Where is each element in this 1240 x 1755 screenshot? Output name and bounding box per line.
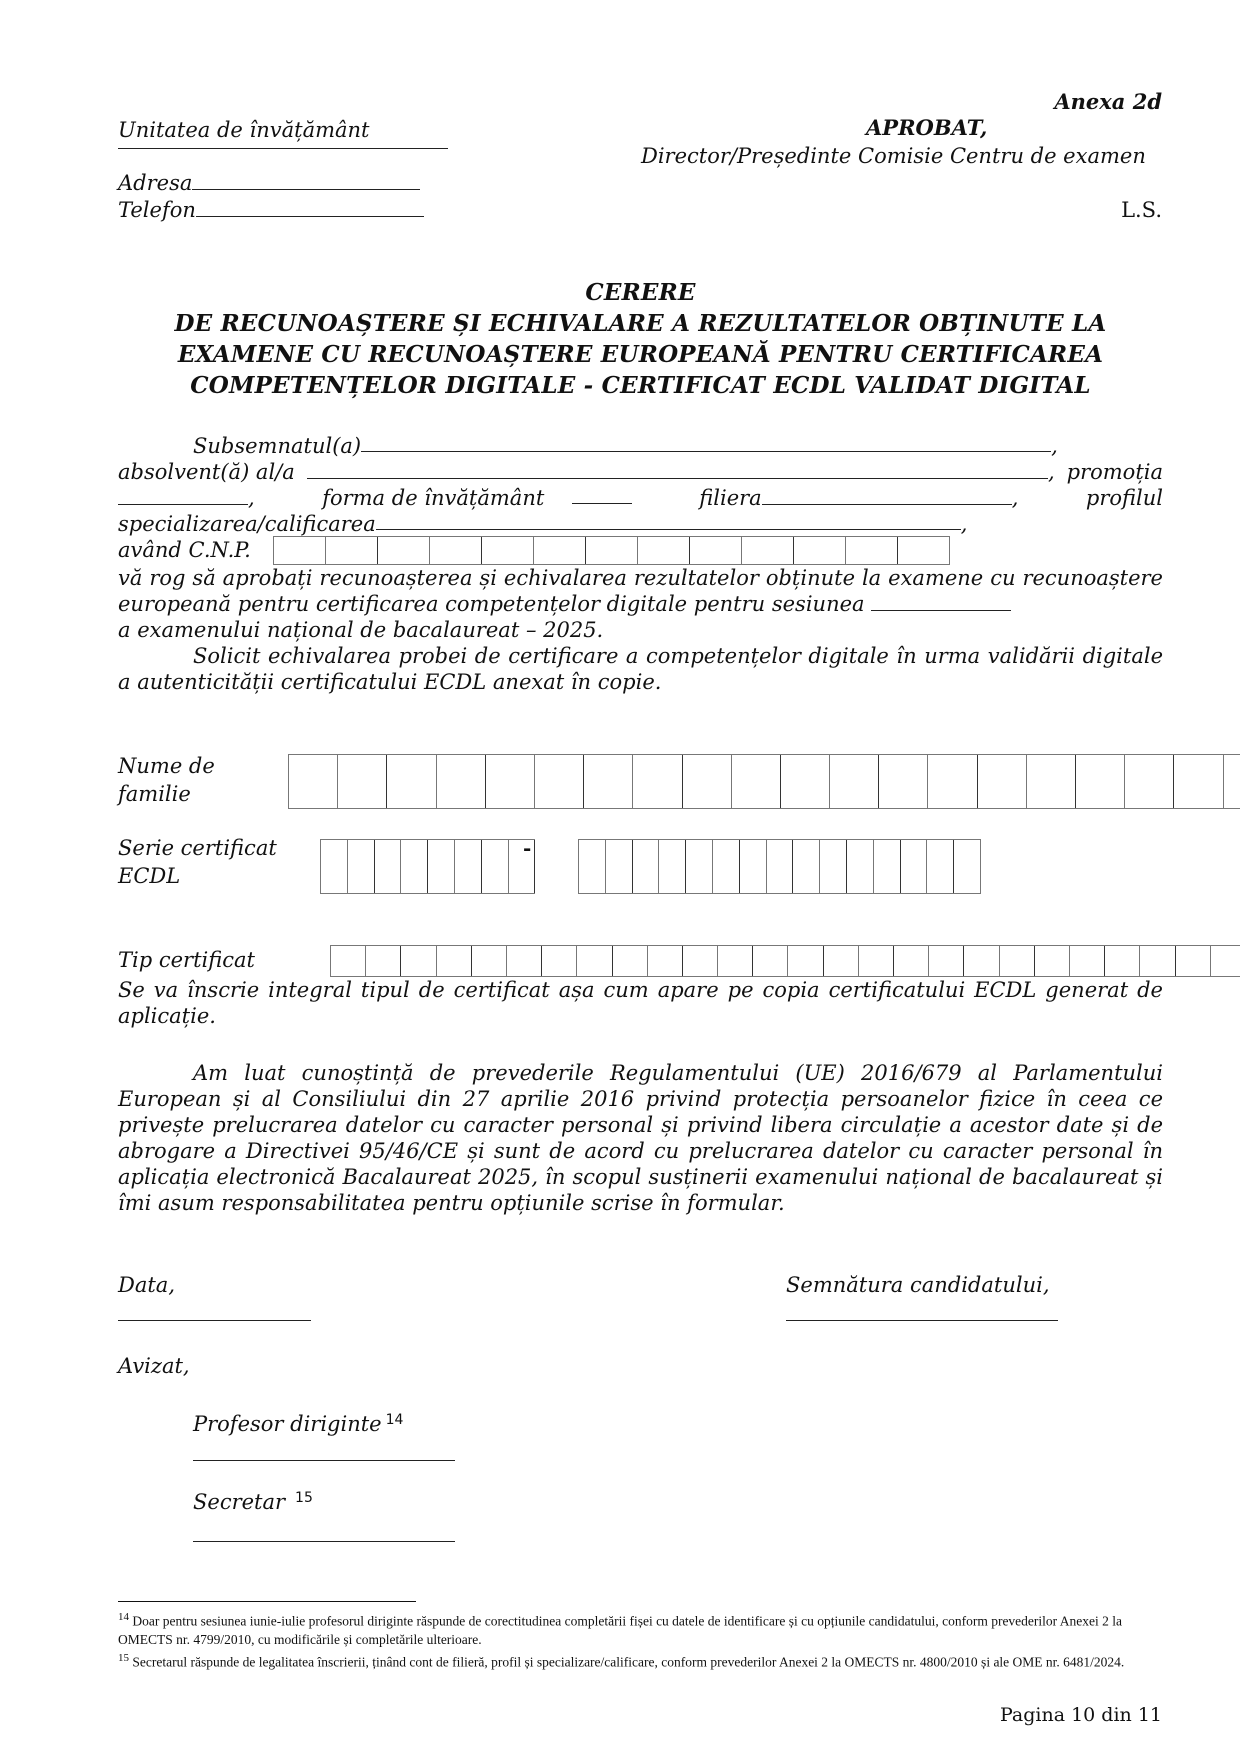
char-box[interactable] [740,840,767,893]
school-unit-field[interactable] [118,148,448,149]
footnote-number: 15 [118,1651,129,1664]
footnote-text: Doar pentru sesiunea iunie-iulie profesorul diriginte răspunde de corectitudinea completării fișei cu datele de identificare și cu opțiunile candidatului, conform prevederilor Anexei 2 la OMECTS nr. 4799/2010, cu modificările și completările ulterioare. [118,1613,1123,1647]
char-box[interactable] [455,840,482,893]
char-box[interactable] [482,537,534,564]
char-box[interactable] [901,840,928,893]
cert-type-input-boxes[interactable] [330,945,1240,977]
char-box[interactable] [683,946,718,976]
char-box[interactable] [1027,755,1076,808]
specialization-label: specializarea/calificarea [118,512,376,536]
graduate-row: absolvent(ă) al/a , promoția [118,460,1163,484]
char-box[interactable] [486,755,535,808]
char-box[interactable] [577,946,612,976]
char-box[interactable] [978,755,1027,808]
char-box[interactable] [767,840,794,893]
footnote-14 [118,1608,1163,1649]
char-box[interactable] [927,840,954,893]
education-form-label: forma de învățământ [322,486,545,510]
char-box[interactable] [859,946,894,976]
serial-part2-input-boxes[interactable] [578,839,981,894]
char-box[interactable] [401,946,436,976]
char-box[interactable] [387,755,436,808]
approved-label: APROBAT, [866,115,988,140]
char-box[interactable] [428,840,455,893]
char-box[interactable] [542,946,577,976]
char-box[interactable] [830,755,879,808]
promotion-label: promoția [1066,460,1163,484]
char-box[interactable] [535,755,584,808]
last-name-input-boxes[interactable] [288,754,1240,809]
footnote-number: 14 [118,1611,129,1623]
char-box[interactable] [794,537,846,564]
char-box[interactable] [613,946,648,976]
char-box[interactable] [964,946,999,976]
char-box[interactable] [348,840,375,893]
serial-separator: - [523,836,532,860]
char-box[interactable] [898,537,950,564]
education-form-field[interactable] [572,485,632,504]
profile-label: profilul [1085,486,1163,510]
char-box[interactable] [1076,755,1125,808]
footnote-ref-14[interactable]: 14 [385,1412,404,1428]
char-box[interactable] [437,755,486,808]
consent-text: Am luat cunoștință de prevederile Regulamentului (UE) 2016/679 al Parlamentului European și al Consiliului din 27 aprilie 2016 privind protecția persoanelor fizice în ceea ce privește prelucrarea datelor cu caracter personal și privind libera circulație a acestor date și de abrogare a Directivei 95/46/CE și sunt de acord cu prelucrarea datelor cu caracter personal în aplicația electronică Bacalaureat 2025, în scopul susținerii examenului național de bacalaureat și îmi asum responsabilitatea pentru opțiunile scrise în formular. [118,1061,1163,1215]
char-box[interactable] [1000,946,1035,976]
char-box[interactable] [482,840,509,893]
undersigned-label: Subsemnatul(a) [193,434,362,458]
char-box[interactable] [606,840,633,893]
char-box[interactable] [338,755,387,808]
serial-label-line-1: Serie certificat [118,836,277,860]
candidate-signature-label: Semnătura candidatului, [786,1273,1050,1297]
cnp-label: având C.N.P. [118,538,251,562]
graduate-label: absolvent(ă) al/a [118,460,295,484]
secretary-label: Secretar [193,1490,286,1514]
char-box[interactable] [648,946,683,976]
field-label: filiera [699,486,762,510]
char-box[interactable] [331,946,366,976]
char-box[interactable] [430,537,482,564]
char-box[interactable] [1070,946,1105,976]
char-box[interactable] [507,946,542,976]
phone-row [118,197,424,224]
undersigned-field[interactable] [361,433,1051,452]
char-box[interactable] [793,840,820,893]
char-box[interactable] [584,755,633,808]
char-box[interactable] [378,537,430,564]
char-box[interactable] [894,946,929,976]
document-subtitle-line-1: DE RECUNOAȘTERE ȘI ECHIVALARE A REZULTATELOR OBȚINUTE LA [174,310,1107,337]
education-form-label-wrap [322,485,544,511]
address-row [118,170,420,197]
seal-label: L.S. [1121,198,1162,222]
char-box[interactable] [929,946,964,976]
education-row: , forma de învățământ filiera , profilul [118,485,1163,511]
footnote-separator [118,1601,416,1602]
char-box[interactable] [879,755,928,808]
last-name-label-line-1: Nume de [118,754,215,778]
char-box[interactable] [401,840,428,893]
serial-label-line-2: ECDL [118,864,181,888]
char-box[interactable] [1125,755,1174,808]
phone-field[interactable] [196,198,424,217]
char-box[interactable] [534,537,586,564]
char-box[interactable] [824,946,859,976]
footnote-15 [118,1649,1163,1672]
char-box[interactable] [633,840,660,893]
request-text: vă rog să aprobați recunoașterea și echivalarea rezultatelor obținute la examene cu recunoaștere europeană pentru certificarea competențelor digitale pentru sesiunea [118,566,1163,616]
specialization-row: specializarea/calificarea , [118,512,968,536]
char-box[interactable] [289,755,338,808]
char-box[interactable] [321,840,348,893]
session-field[interactable] [871,592,1011,611]
secretary-row [193,1485,313,1516]
promotion-field[interactable] [118,486,248,505]
char-box[interactable] [1174,755,1223,808]
char-box[interactable] [586,537,638,564]
char-box[interactable] [847,840,874,893]
field-field[interactable] [762,486,1012,505]
undersigned-row: Subsemnatul(a) , [193,434,1058,458]
request-text-continued: a examenului național de bacalaureat – 2025. [118,618,604,642]
cert-type-note: Se va înscrie integral tipul de certificat așa cum apare pe copia certificatului ECDL generat de aplicație. [118,978,1163,1028]
field-label-wrap: filiera , [699,486,1019,510]
char-box[interactable] [375,840,402,893]
equivalence-request-text: Solicit echivalarea probei de certificare a competențelor digitale în urma validării digitale a autenticității certificatului ECDL anexat în copie. [118,644,1163,694]
char-box[interactable] [1211,946,1240,976]
homeroom-teacher-signature-field[interactable] [193,1460,455,1461]
char-box[interactable] [633,755,682,808]
char-box[interactable] [326,537,378,564]
cnp-input-boxes[interactable] [273,536,950,565]
consent-paragraph [118,1060,1163,1216]
document-subtitle-line-2: EXAMENE CU RECUNOAȘTERE EUROPEANĂ PENTRU CERTIFICAREA [177,341,1104,368]
char-box[interactable] [1224,755,1240,808]
serial-part1-input-boxes[interactable] [320,839,535,894]
char-box[interactable] [781,755,830,808]
char-box[interactable] [437,946,472,976]
char-box[interactable] [659,840,686,893]
school-unit-label: Unitatea de învățământ [118,118,370,142]
address-field[interactable] [192,171,420,190]
cert-type-label: Tip certificat [118,948,255,972]
footnote-text: Secretarul răspunde de legalitatea înscrierii, ținând cont de filieră, profil și specializare/calificare, conform prevederilor Anexei 2 la OMECTS nr. 4800/2010 și ale OME nr. 6481/2024. [132,1654,1125,1669]
char-box[interactable] [690,537,742,564]
char-box[interactable] [638,537,690,564]
serial-label [118,834,277,890]
char-box[interactable] [1176,946,1211,976]
char-box[interactable] [928,755,977,808]
char-box[interactable] [274,537,326,564]
endorsed-label: Avizat, [118,1354,190,1378]
last-name-label-line-2: familie [118,782,191,806]
char-box[interactable] [954,840,981,893]
char-box[interactable] [820,840,847,893]
address-label: Adresa [118,171,193,195]
annex-label: Anexa 2d [1054,89,1162,114]
char-box[interactable] [472,946,507,976]
document-subtitle-line-3: COMPETENȚELOR DIGITALE - CERTIFICAT ECDL VALIDAT DIGITAL [190,372,1091,399]
char-box[interactable] [1035,946,1070,976]
secretary-signature-field[interactable] [193,1541,455,1542]
last-name-label [118,752,215,808]
char-box[interactable] [718,946,753,976]
char-box[interactable] [874,840,901,893]
char-box[interactable] [509,840,536,893]
char-box[interactable] [683,755,732,808]
specialization-field[interactable] [376,511,961,530]
date-label: Data, [118,1273,175,1297]
page-number: Pagina 10 din 11 [999,1704,1162,1726]
date-field[interactable] [118,1320,311,1321]
homeroom-teacher-label: Profesor diriginte [193,1412,382,1436]
char-box[interactable] [846,537,898,564]
char-box[interactable] [579,840,606,893]
candidate-signature-field[interactable] [786,1320,1058,1321]
request-paragraph [118,565,1163,695]
char-box[interactable] [1105,946,1140,976]
homeroom-teacher-row [193,1407,403,1438]
graduate-field[interactable] [307,460,1048,479]
document-title: CERERE [585,279,696,306]
char-box[interactable] [753,946,788,976]
char-box[interactable] [732,755,781,808]
char-box[interactable] [788,946,823,976]
char-box[interactable] [686,840,713,893]
char-box[interactable] [1140,946,1175,976]
char-box[interactable] [366,946,401,976]
footnote-ref-15[interactable]: 15 [295,1490,313,1506]
phone-label: Telefon [118,198,196,222]
footnotes [118,1608,1163,1671]
char-box[interactable] [742,537,794,564]
char-box[interactable] [713,840,740,893]
approver-title: Director/Președinte Comisie Centru de examen [641,144,1146,168]
